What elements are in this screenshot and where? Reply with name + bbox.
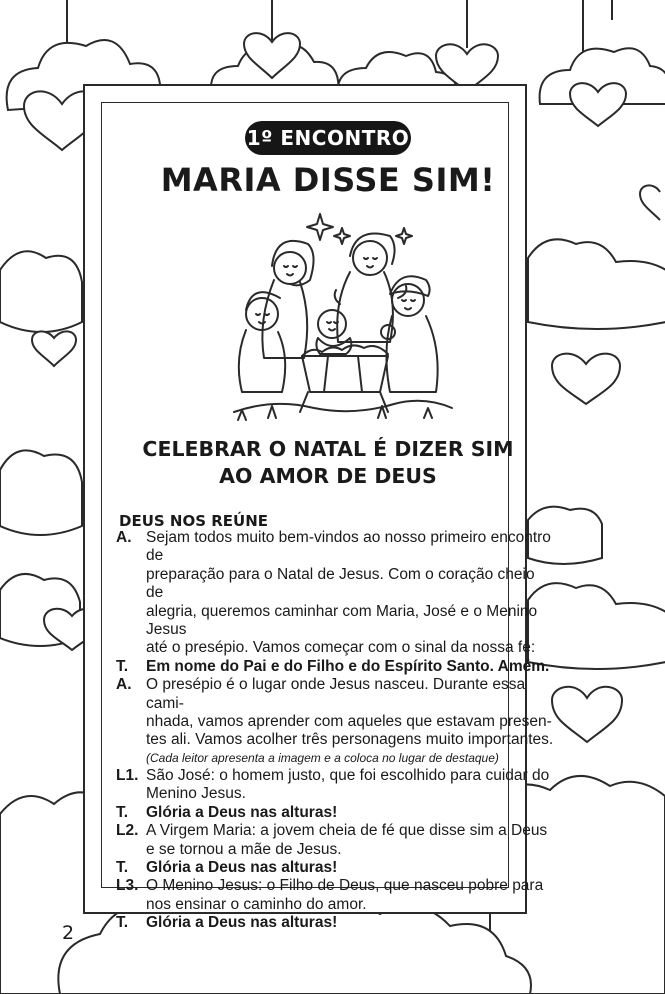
text-line: [116, 914, 556, 932]
speaker-label: T.: [116, 858, 129, 876]
line-text: preparação para o Natal de Jesus. Com o coração cheio de: [146, 565, 535, 602]
speaker-label: L2.: [116, 822, 139, 840]
text-line: [116, 767, 556, 785]
line-text: nhada, vamos aprender com aqueles que estavam presen-: [146, 713, 552, 731]
subtitle: [120, 436, 536, 490]
speaker-label: L1.: [116, 766, 139, 784]
line-text: nos ensinar o caminho do amor.: [146, 895, 367, 913]
text-line: [116, 731, 556, 749]
text-line: [116, 896, 556, 914]
nativity-scene-illustration: [228, 206, 458, 424]
line-text: alegria, queremos caminhar com Maria, José e o Menino Jesus: [146, 602, 538, 639]
line-text: Glória a Deus nas alturas!: [146, 914, 338, 932]
line-text: São José: o homem justo, que foi escolhido para cuidar do: [146, 766, 550, 784]
liturgy-text: [116, 529, 556, 933]
meeting-badge: 1º ENCONTRO: [245, 121, 411, 155]
line-text: Em nome do Pai e do Filho e do Espírito Santo. Amém.: [146, 657, 550, 675]
text-line: [116, 529, 556, 566]
line-text: Glória a Deus nas alturas!: [146, 858, 338, 876]
page-number: 2: [62, 922, 75, 944]
text-line: [116, 658, 556, 676]
text-line: [116, 639, 556, 657]
speaker-label: T.: [116, 914, 129, 932]
text-line: [116, 859, 556, 877]
speaker-label: T.: [116, 803, 129, 821]
stage-direction: [116, 750, 556, 767]
speaker-label: A.: [116, 529, 132, 546]
text-line: [116, 713, 556, 731]
line-text: O Menino Jesus: o Filho de Deus, que nasceu pobre para: [146, 877, 544, 895]
text-line: [116, 785, 556, 803]
line-text: até o presépio. Vamos começar com o sinal da nossa fé:: [146, 639, 536, 657]
text-line: [116, 603, 556, 640]
speaker-label: A.: [116, 676, 132, 694]
subtitle-line-2: AO AMOR DE DEUS: [219, 464, 437, 488]
text-line: [116, 566, 556, 603]
section-heading: DEUS NOS REÚNE: [119, 512, 269, 530]
page-title: MARIA DISSE SIM!: [160, 161, 496, 199]
line-text: (Cada leitor apresenta a imagem e a coloca no lugar de destaque): [146, 750, 499, 765]
line-text: A Virgem Maria: a jovem cheia de fé que disse sim a Deus: [146, 822, 548, 840]
text-line: [116, 676, 556, 713]
text-line: [116, 822, 556, 840]
line-text: e se tornou a mãe de Jesus.: [146, 840, 342, 858]
line-text: Sejam todos muito bem-vindos ao nosso primeiro encontro de: [146, 529, 551, 565]
speaker-label: T.: [116, 657, 129, 675]
text-line: [116, 877, 556, 895]
text-line: [116, 841, 556, 859]
subtitle-line-1: CELEBRAR O NATAL É DIZER SIM: [142, 437, 514, 461]
line-text: tes ali. Vamos acolher três personagens muito importantes.: [146, 731, 554, 749]
text-line: [116, 804, 556, 822]
speaker-label: L3.: [116, 877, 139, 895]
line-text: Menino Jesus.: [146, 785, 246, 803]
line-text: O presépio é o lugar onde Jesus nasceu. Durante essa cami-: [146, 676, 526, 712]
line-text: Glória a Deus nas alturas!: [146, 803, 338, 821]
